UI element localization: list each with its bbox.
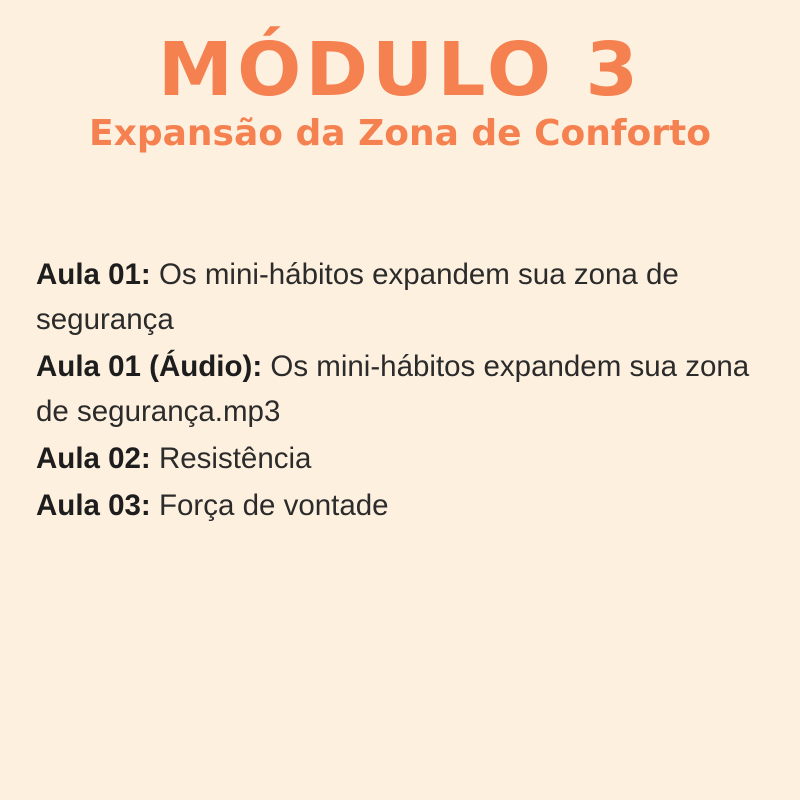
list-item: [36, 483, 768, 528]
lesson-list: [36, 252, 768, 530]
lesson-label: Aula 03:: [36, 489, 151, 522]
lesson-text: Os mini-hábitos expandem sua zona de segurança.mp3: [36, 350, 750, 428]
lesson-label: Aula 02:: [36, 442, 151, 475]
page-subtitle: Expansão da Zona de Conforto: [89, 112, 711, 154]
list-item: [36, 252, 768, 342]
card-header: [0, 0, 800, 153]
lesson-text: Força de vontade: [158, 489, 389, 522]
page-title: MÓDULO 3: [157, 27, 643, 113]
lesson-text: Resistência: [158, 442, 312, 475]
lesson-label: Aula 01 (Áudio):: [36, 350, 263, 383]
lesson-text: Os mini-hábitos expandem sua zona de segurança: [36, 258, 679, 336]
list-item: [36, 436, 768, 481]
lesson-label: Aula 01:: [36, 258, 151, 291]
list-item: [36, 344, 768, 434]
